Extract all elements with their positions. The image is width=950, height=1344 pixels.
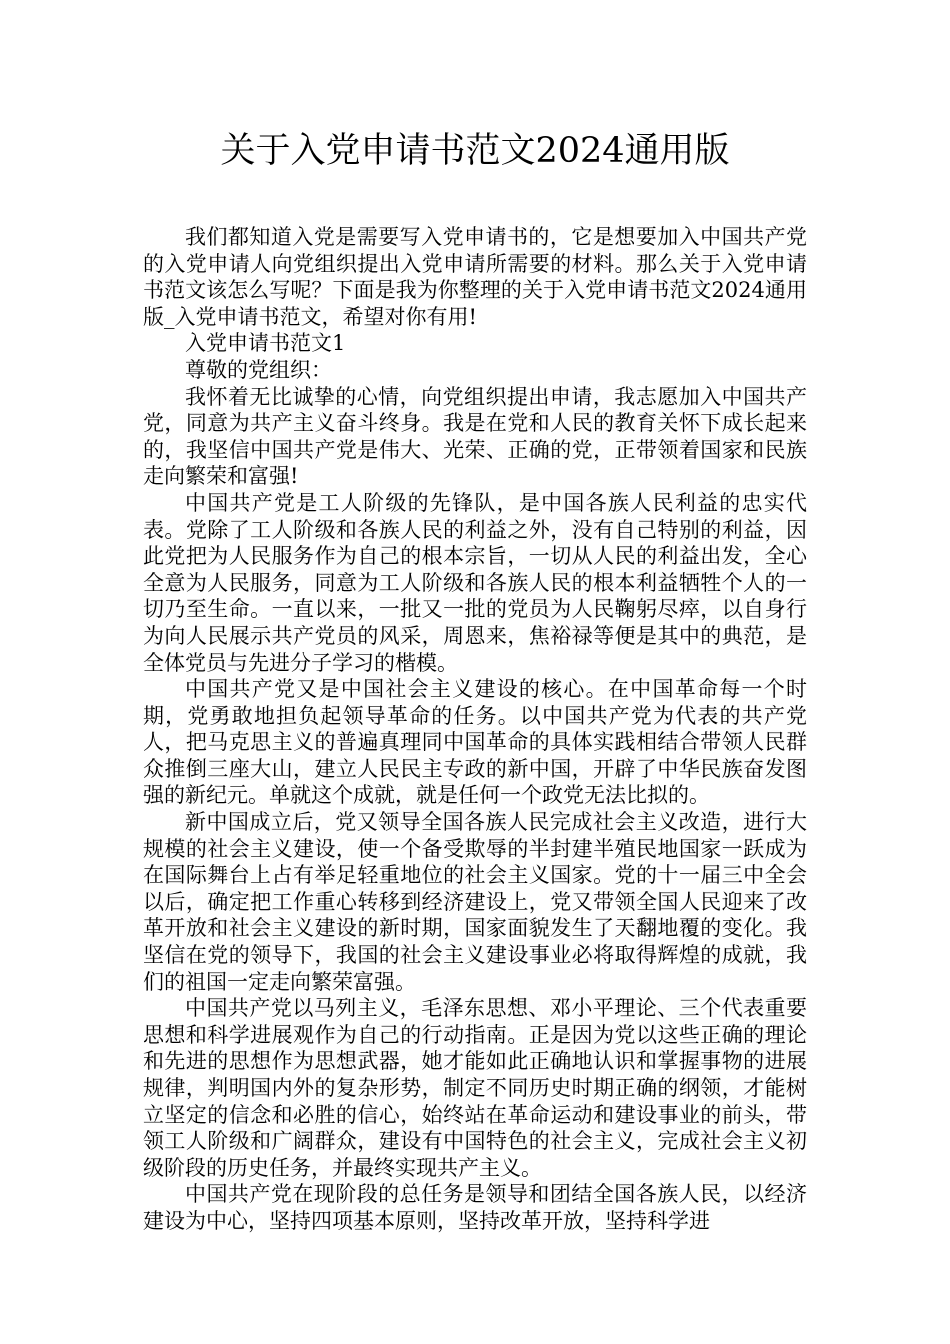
body-paragraph: 新中国成立后，党又领导全国各族人民完成社会主义改造，进行大规模的社会主义建设，使一个备受欺辱的半封建半殖民地国家一跃成为在国际舞台上占有举足轻重地位的社会主义国家。党的十一届三中全会以后，确定把工作重心转移到经济建设上，党又带领全国人民迎来了改革开放和社会主义建设的新时期，国家面貌发生了天翻地覆的变化。我坚信在党的领导下，我国的社会主义建设事业必将取得辉煌的成就，我们的祖国一定走向繁荣富强。 bbox=[143, 810, 807, 994]
body-paragraph: 中国共产党又是中国社会主义建设的核心。在中国革命每一个时期，党勇敢地担负起领导革命的任务。以中国共产党为代表的共产党人，把马克思主义的普遍真理同中国革命的具体实践相结合带领人民群众推倒三座大山，建立人民民主专政的新中国，开辟了中华民族奋发图强的新纪元。单就这个成就，就是任何一个政党无法比拟的。 bbox=[143, 677, 807, 808]
body-paragraph: 中国共产党以马列主义，毛泽东思想、邓小平理论、三个代表重要思想和科学进展观作为自己的行动指南。正是因为党以这些正确的理论和先进的思想作为思想武器，她才能如此正确地认识和掌握事物的进展规律，判明国内外的复杂形势，制定不同历史时期正确的纲领，才能树立坚定的信念和必胜的信心，始终站在革命运动和建设事业的前头，带领工人阶级和广阔群众，建设有中国特色的社会主义，完成社会主义初级阶段的历史任务，并最终实现共产主义。 bbox=[143, 996, 807, 1180]
intro-paragraph: 我们都知道入党是需要写入党申请书的，它是想要加入中国共产党的入党申请人向党组织提出入党申请所需要的材料。那么关于入党申请书范文该怎么写呢？下面是我为你整理的关于入党申请书范文2024通用版_入党申请书范文，希望对你有用! bbox=[143, 225, 807, 329]
document-body bbox=[143, 224, 807, 1235]
body-paragraph: 我怀着无比诚挚的心情，向党组织提出申请，我志愿加入中国共产党，同意为共产主义奋斗终身。我是在党和人民的教育关怀下成长起来的，我坚信中国共产党是伟大、光荣、正确的党，正带领着国家和民族走向繁荣和富强! bbox=[143, 384, 807, 489]
body-paragraph: 中国共产党是工人阶级的先锋队，是中国各族人民利益的忠实代表。党除了工人阶级和各族人民的利益之外，没有自己特别的利益，因此党把为人民服务作为自己的根本宗旨，一切从人民的利益出发，全心全意为人民服务，同意为工人阶级和各族人民的根本利益牺牲个人的一切乃至生命。一直以来，一批又一批的党员为人民鞠躬尽瘁，以自身行为向人民展示共产党员的风采，周恩来，焦裕禄等便是其中的典范，是全体党员与先进分子学习的楷模。 bbox=[143, 490, 807, 675]
section-heading: 入党申请书范文1 bbox=[185, 331, 346, 356]
document-title: 关于入党申请书范文2024通用版 bbox=[220, 131, 730, 171]
body-paragraph: 中国共产党在现阶段的总任务是领导和团结全国各族人民，以经济建设为中心，坚持四项基本原则，坚持改革开放，坚持科学进 bbox=[143, 1182, 807, 1233]
salutation: 尊敬的党组织： bbox=[185, 357, 332, 382]
